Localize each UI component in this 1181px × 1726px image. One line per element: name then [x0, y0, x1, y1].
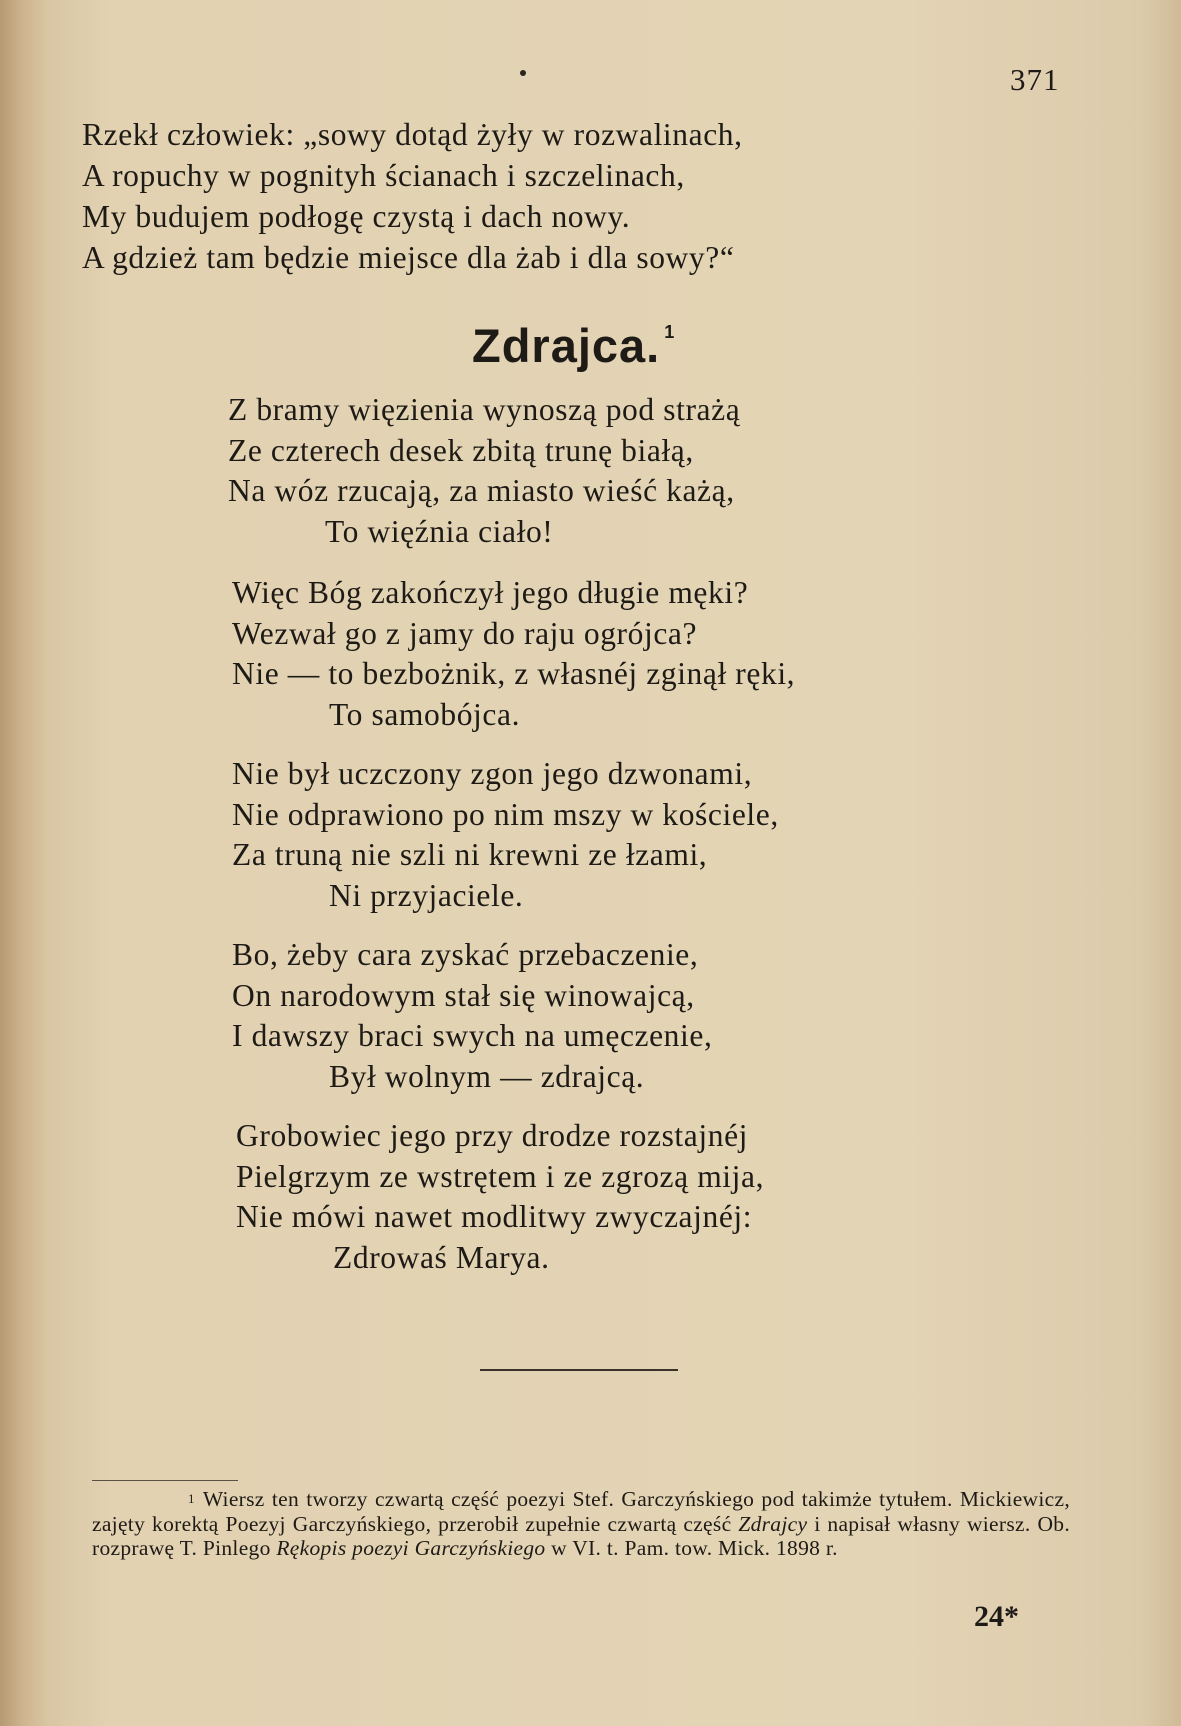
stanza-5	[236, 1116, 764, 1278]
verse-line: Był wolnym — zdrajcą.	[329, 1058, 645, 1094]
poem-title-text: Zdrajca.	[472, 319, 661, 372]
verse-line: Nie mówi nawet modlitwy zwyczajnéj:	[236, 1199, 753, 1235]
verse-line: Za truną nie szli ni krewni ze łzami,	[232, 837, 708, 873]
footnote-text: Wiersz ten tworzy czwartą część poezyi Stef. Garczyńskiego pod takimże tytułem. Mickiewicz, zajęty korektą Poezyj Garczyńskiego, przerobił zupełnie czwartą część	[92, 1487, 1070, 1536]
footnote-text: i napisał własny wiersz. Ob. rozprawę T. Pinlego	[92, 1511, 1070, 1560]
stanza-4	[232, 935, 712, 1097]
verse-line: To samobójca.	[329, 696, 521, 732]
poem-title	[472, 318, 675, 373]
footnote-italic-title: Rękopis poezyi Garczyńskiego	[276, 1536, 546, 1560]
footnote-mark: 1	[188, 1491, 195, 1506]
section-divider	[480, 1369, 678, 1371]
stanza-2	[232, 573, 795, 735]
footnote	[92, 1487, 1070, 1561]
verse-line: Ni przyjaciele.	[329, 877, 524, 913]
printer-signature: 24*	[974, 1600, 1019, 1633]
verse-line: Więc Bóg zakończył jego długie męki?	[232, 575, 749, 610]
verse-line: Zdrowaś Marya.	[333, 1239, 550, 1275]
verse-line: To więźnia ciało!	[325, 513, 554, 549]
footnote-text: w VI. t. Pam. tow. Mick. 1898 r.	[545, 1536, 838, 1560]
footnote-rule	[92, 1480, 238, 1481]
page-number: 371	[1010, 62, 1060, 97]
verse-line: Bo, żeby cara zyskać przebaczenie,	[232, 937, 699, 972]
verse-line: A gdzież tam będzie miejsce dla żab i dla sowy?“	[82, 240, 735, 275]
verse-line: Wezwał go z jamy do raju ogrójca?	[232, 615, 698, 651]
verse-line: My budujem podłogę czystą i dach nowy.	[82, 199, 631, 234]
verse-line: Pielgrzym ze wstrętem i ze zgrozą mija,	[236, 1158, 765, 1194]
intro-stanza	[82, 114, 743, 278]
stanza-3	[232, 754, 779, 916]
verse-line: Z bramy więzienia wynoszą pod strażą	[228, 392, 741, 427]
stanza-1	[228, 390, 740, 552]
verse-line: Nie był uczczony zgon jego dzwonami,	[232, 756, 753, 791]
verse-line: Ze czterech desek zbitą trunę białą,	[228, 432, 694, 468]
verse-line: I dawszy braci swych na umęczenie,	[232, 1018, 713, 1054]
verse-line: Grobowiec jego przy drodze rozstajnéj	[236, 1118, 749, 1153]
verse-line: Nie — to bezbożnik, z własnéj zginął ręki,	[232, 656, 796, 692]
verse-line: On narodowym stał się winowajcą,	[232, 977, 695, 1013]
verse-line: Rzekł człowiek: „sowy dotąd żyły w rozwalinach,	[82, 117, 743, 152]
footnote-italic-title: Zdrajcy	[738, 1511, 808, 1536]
printer-dot	[520, 70, 526, 76]
verse-line: Nie odprawiono po nim mszy w kościele,	[232, 796, 779, 832]
verse-line: A ropuchy w pognityh ścianach i szczelinach,	[82, 158, 685, 193]
verse-line: Na wóz rzucają, za miasto wieść każą,	[228, 473, 735, 509]
footnote-reference: 1	[664, 322, 676, 342]
